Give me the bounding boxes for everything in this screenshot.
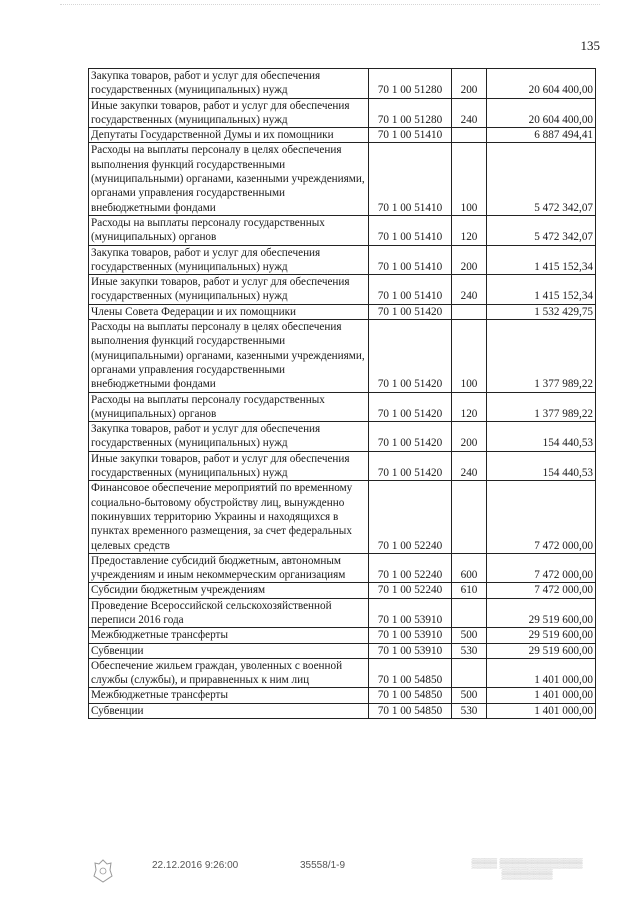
row-name: Расходы на выплаты персоналу в целях обеспечения выполнения функций государственными (муниципальными) органами, казенными учреждениями, органами управления государственными внебюджетными фондами: [89, 143, 369, 215]
row-code: 70 1 00 54850: [369, 703, 452, 718]
row-vr: 530: [452, 643, 487, 658]
row-name: Финансовое обеспечение мероприятий по временному социально-бытовому обустройству лиц, вынужденно покинувших территорию Украины и находящихся в пунктах временного размещения, за счет федеральных целевых средств: [89, 481, 369, 553]
row-vr: 500: [452, 628, 487, 643]
page-number: 135: [580, 38, 600, 53]
row-sum: 5 472 342,07: [487, 143, 596, 215]
row-name: Закупка товаров, работ и услуг для обеспечения государственных (муниципальных) нужд: [89, 245, 369, 275]
table-row: [89, 422, 596, 452]
row-sum: 29 519 600,00: [487, 643, 596, 658]
row-name: Предоставление субсидий бюджетным, автономным учреждениям и иным некоммерческим организациям: [89, 553, 369, 583]
row-code: 70 1 00 51410: [369, 245, 452, 275]
row-code: 70 1 00 51280: [369, 98, 452, 128]
row-name: Закупка товаров, работ и услуг для обеспечения государственных (муниципальных) нужд: [89, 422, 369, 452]
table-row: [89, 98, 596, 128]
row-sum: 7 472 000,00: [487, 553, 596, 583]
row-code: 70 1 00 52240: [369, 481, 452, 553]
row-code: 70 1 00 51410: [369, 128, 452, 143]
row-vr: [452, 128, 487, 143]
row-name: Расходы на выплаты персоналу в целях обеспечения выполнения функций государственными (муниципальными) органами, казенными учреждениями, органами управления государственными внебюджетными фондами: [89, 320, 369, 392]
row-code: 70 1 00 51410: [369, 215, 452, 245]
row-code: 70 1 00 53910: [369, 643, 452, 658]
row-name: Обеспечение жильем граждан, уволенных с военной службы (службы), и приравненных к ним лиц: [89, 658, 369, 688]
row-vr: 200: [452, 69, 487, 99]
row-sum: 5 472 342,07: [487, 215, 596, 245]
row-sum: 20 604 400,00: [487, 98, 596, 128]
row-vr: 120: [452, 392, 487, 422]
budget-table: [88, 68, 596, 719]
row-sum: 1 377 989,22: [487, 320, 596, 392]
row-sum: 1 377 989,22: [487, 392, 596, 422]
row-sum: 7 472 000,00: [487, 481, 596, 553]
row-code: 70 1 00 52240: [369, 553, 452, 583]
row-code: 70 1 00 54850: [369, 658, 452, 688]
footer-doc-id: 35558/1-9: [300, 860, 346, 871]
row-name: Межбюджетные трансферты: [89, 628, 369, 643]
row-sum: 1 401 000,00: [487, 688, 596, 703]
table-row: [89, 703, 596, 718]
row-sum: 154 440,53: [487, 422, 596, 452]
row-vr: 500: [452, 688, 487, 703]
row-sum: 29 519 600,00: [487, 598, 596, 628]
table-row: [89, 481, 596, 553]
row-code: 70 1 00 51420: [369, 392, 452, 422]
scan-edge-noise: [60, 4, 600, 11]
row-code: 70 1 00 52240: [369, 583, 452, 598]
row-name: Расходы на выплаты персоналу государственных (муниципальных) органов: [89, 392, 369, 422]
row-name: Проведение Всероссийской сельскохозяйственной переписи 2016 года: [89, 598, 369, 628]
row-code: 70 1 00 53910: [369, 598, 452, 628]
row-code: 70 1 00 53910: [369, 628, 452, 643]
row-vr: 240: [452, 275, 487, 305]
table-row: [89, 69, 596, 99]
row-sum: 20 604 400,00: [487, 69, 596, 99]
row-vr: [452, 658, 487, 688]
row-vr: 100: [452, 320, 487, 392]
row-name: Субвенции: [89, 643, 369, 658]
row-vr: [452, 598, 487, 628]
row-sum: 154 440,53: [487, 451, 596, 481]
table-row: [89, 643, 596, 658]
coat-of-arms-icon: [92, 858, 114, 884]
row-vr: 600: [452, 553, 487, 583]
table-row: [89, 583, 596, 598]
table-row: [89, 658, 596, 688]
table-row: [89, 598, 596, 628]
row-name: Иные закупки товаров, работ и услуг для обеспечения государственных (муниципальных) нужд: [89, 275, 369, 305]
row-name: Члены Совета Федерации и их помощники: [89, 304, 369, 319]
table-row: [89, 215, 596, 245]
row-vr: 120: [452, 215, 487, 245]
row-name: Закупка товаров, работ и услуг для обеспечения государственных (муниципальных) нужд: [89, 69, 369, 99]
row-sum: 6 887 494,41: [487, 128, 596, 143]
row-code: 70 1 00 51410: [369, 275, 452, 305]
row-code: 70 1 00 51420: [369, 304, 452, 319]
row-name: Депутаты Государственной Думы и их помощники: [89, 128, 369, 143]
row-name: Иные закупки товаров, работ и услуг для обеспечения государственных (муниципальных) нужд: [89, 451, 369, 481]
row-vr: 100: [452, 143, 487, 215]
footer: [0, 858, 640, 898]
table-row: [89, 143, 596, 215]
row-code: 70 1 00 51420: [369, 451, 452, 481]
row-name: Межбюджетные трансферты: [89, 688, 369, 703]
watermark-stamp: ▒▒▒▒ ▒▒▒▒▒▒▒▒▒▒▒▒▒ ▒▒▒▒▒▒▒▒: [471, 858, 583, 879]
table-row: [89, 553, 596, 583]
table-row: [89, 320, 596, 392]
table-row: [89, 688, 596, 703]
table-row: [89, 392, 596, 422]
row-name: Иные закупки товаров, работ и услуг для обеспечения государственных (муниципальных) нужд: [89, 98, 369, 128]
row-sum: 1 532 429,75: [487, 304, 596, 319]
row-vr: 610: [452, 583, 487, 598]
row-sum: 1 401 000,00: [487, 703, 596, 718]
table-row: [89, 128, 596, 143]
row-code: 70 1 00 51410: [369, 143, 452, 215]
table-row: [89, 304, 596, 319]
row-vr: 240: [452, 451, 487, 481]
table-row: [89, 275, 596, 305]
table-row: [89, 451, 596, 481]
row-code: 70 1 00 51280: [369, 69, 452, 99]
footer-datetime: 22.12.2016 9:26:00: [152, 860, 239, 871]
row-vr: [452, 481, 487, 553]
row-sum: 1 401 000,00: [487, 658, 596, 688]
row-vr: 200: [452, 245, 487, 275]
row-name: Расходы на выплаты персоналу государственных (муниципальных) органов: [89, 215, 369, 245]
row-name: Субсидии бюджетным учреждениям: [89, 583, 369, 598]
row-sum: 1 415 152,34: [487, 245, 596, 275]
row-code: 70 1 00 54850: [369, 688, 452, 703]
row-code: 70 1 00 51420: [369, 320, 452, 392]
table-row: [89, 628, 596, 643]
table-row: [89, 245, 596, 275]
row-vr: 200: [452, 422, 487, 452]
row-sum: 7 472 000,00: [487, 583, 596, 598]
row-code: 70 1 00 51420: [369, 422, 452, 452]
row-vr: [452, 304, 487, 319]
row-name: Субвенции: [89, 703, 369, 718]
row-sum: 29 519 600,00: [487, 628, 596, 643]
row-vr: 530: [452, 703, 487, 718]
row-sum: 1 415 152,34: [487, 275, 596, 305]
row-vr: 240: [452, 98, 487, 128]
